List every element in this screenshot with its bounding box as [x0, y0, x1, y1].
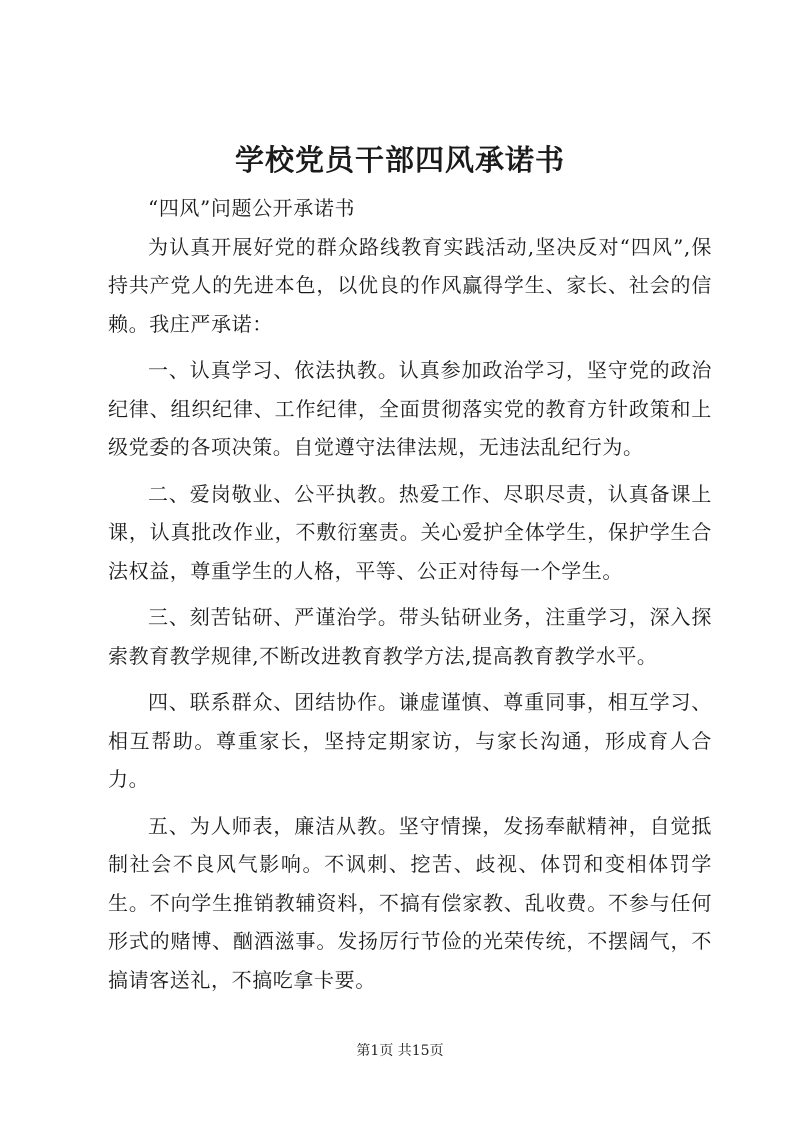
page-footer: 第1页 共15页 [356, 1043, 444, 1059]
paragraph-pledge-1: 一、认真学习、依法执教。认真参加政治学习，坚守党的政治纪律、组织纪律、工作纪律，全面贯彻落实党的教育方针政策和上级党委的各项决策。自觉遵守法律法规，无违法乱纪行为。 [108, 358, 712, 459]
paragraph-pledge-3: 三、刻苦钻研、严谨治学。带头钻研业务，注重学习，深入探索教育教学规律,不断改进教育教学方法,提高教育教学水平。 [108, 605, 712, 668]
paragraph-pledge-4: 四、联系群众、团结协作。谦虚谨慎、尊重同事，相互学习、相互帮助。尊重家长，坚持定期家访，与家长沟通，形成育人合力。 [108, 690, 712, 791]
document-subtitle: “四风”问题公开承诺书 [148, 196, 356, 220]
paragraph-intro: 为认真开展好党的群众路线教育实践活动,坚决反对“四风”,保持共产党人的先进本色，以优良的作风赢得学生、家长、社会的信赖。我庄严承诺： [108, 234, 712, 336]
paragraph-pledge-5: 五、为人师表，廉洁从教。坚守情操，发扬奉献精神，自觉抵制社会不良风气影响。不讽刺、挖苦、歧视、体罚和变相体罚学生。不向学生推销教辅资料，不搞有偿家教、乱收费。不参与任何形式的赌博、酗酒滋事。发扬厉行节俭的光荣传统，不摆阔气，不搞请客送礼，不搞吃拿卡要。 [108, 813, 712, 992]
paragraph-pledge-2: 二、爱岗敬业、公平执教。热爱工作、尽职尽责，认真备课上课，认真批改作业，不敷衍塞责。关心爱护全体学生，保护学生合法权益，尊重学生的人格，平等、公正对待每一个学生。 [108, 481, 712, 583]
document-body [108, 189, 712, 1007]
document-title: 学校党员干部四风承诺书 [234, 143, 565, 177]
